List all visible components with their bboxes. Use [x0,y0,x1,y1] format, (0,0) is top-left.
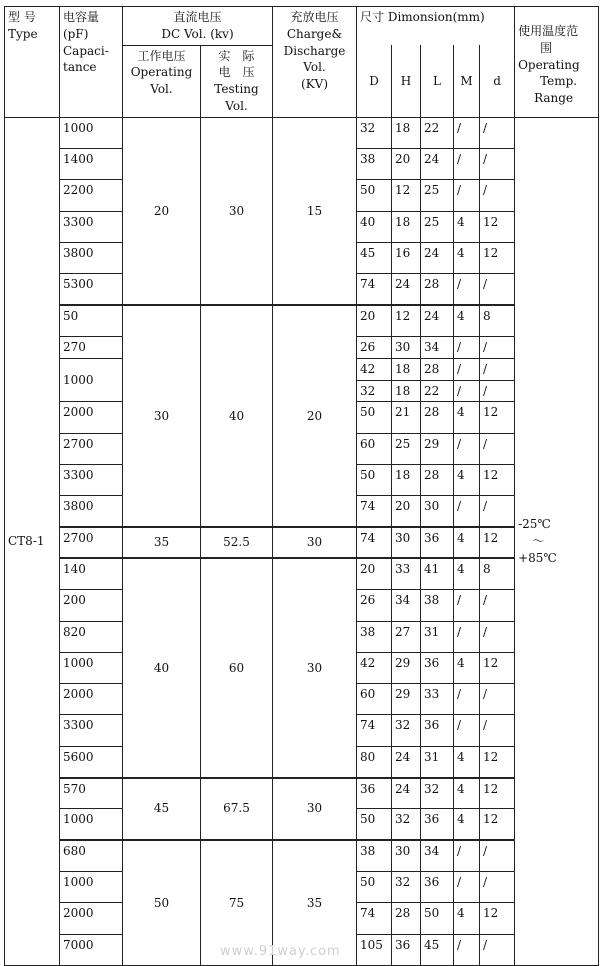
header-dc-en: DC Vol. (kv) [161,26,234,41]
dimension-cell: 50 [421,903,454,934]
dimension-cell: 4 [454,527,480,558]
dimension-cell: / [454,496,480,527]
temp-range-cell [515,117,599,965]
dimension-cell: 32 [392,715,421,746]
header-op-en2: Vol. [150,82,173,97]
capacitance-cell: 2200 [60,180,123,211]
dimension-cell: 29 [392,684,421,715]
dimension-cell: 36 [421,871,454,902]
header-row-1 [5,7,599,46]
dimension-cell: / [480,871,515,902]
dimension-cell: 32 [392,871,421,902]
dimension-cell: 33 [421,684,454,715]
header-test-en2: Vol. [225,98,248,113]
dimension-cell: 24 [392,274,421,305]
header-dim-h: H [392,45,421,117]
dimension-cell: 4 [454,465,480,496]
table-row [5,840,599,871]
dimension-cell: / [454,871,480,902]
dimension-cell: 50 [357,809,392,840]
dimension-cell: / [480,684,515,715]
dimension-cell: 33 [392,558,421,589]
dimension-cell: 24 [421,149,454,180]
dimension-cell: 38 [421,590,454,621]
group-operating-cell: 20 [123,117,201,305]
header-capacitance [60,7,123,118]
dimension-cell: 31 [421,746,454,777]
dimension-cell: 34 [421,840,454,871]
dimension-cell: 38 [357,149,392,180]
dimension-cell: 74 [357,715,392,746]
dimension-cell: 42 [357,358,392,380]
dimension-cell: 105 [357,934,392,965]
table-body [5,7,599,966]
dimension-cell: / [454,934,480,965]
dimension-cell: 21 [392,402,421,433]
table-row [5,778,599,809]
group-charge-cell: 30 [273,558,357,777]
header-temp-en2: Temp. [540,74,578,89]
capacitance-cell: 140 [60,558,123,589]
dimension-cell: 12 [480,903,515,934]
dimension-cell: 22 [421,380,454,402]
dimension-cell: 4 [454,903,480,934]
table-row [5,305,599,336]
dimension-cell: 80 [357,746,392,777]
dimension-cell: 45 [421,934,454,965]
dimension-cell: / [454,590,480,621]
header-charge-cn: 充放电压 [290,10,339,24]
dimension-cell: 4 [454,778,480,809]
dimension-cell: 24 [392,778,421,809]
header-dim-l: L [421,45,454,117]
group-operating-cell: 30 [123,305,201,527]
table-row [5,527,599,558]
dimension-cell: 36 [421,527,454,558]
dimension-cell: / [454,684,480,715]
dimension-cell: 26 [357,336,392,358]
dimension-cell: 41 [421,558,454,589]
group-operating-cell: 50 [123,840,201,965]
dimension-cell: 38 [357,840,392,871]
dimension-cell: 4 [454,652,480,683]
capacitance-cell: 570 [60,778,123,809]
dimension-cell: 36 [421,715,454,746]
dimension-cell: 12 [480,465,515,496]
dimension-cell: / [454,117,480,148]
dimension-cell: 20 [357,558,392,589]
dimension-cell: 50 [357,180,392,211]
header-op-cn: 工作电压 [137,48,186,63]
dimension-cell: 26 [357,590,392,621]
dimension-cell: 12 [480,242,515,273]
dimension-cell: 32 [357,380,392,402]
dimension-cell: 25 [421,211,454,242]
dimension-cell: 29 [421,433,454,464]
capacitance-cell: 3300 [60,715,123,746]
capacitance-cell: 200 [60,590,123,621]
dimension-cell: 18 [392,358,421,380]
dimension-cell: / [480,496,515,527]
dimension-cell: / [480,433,515,464]
dimension-cell: 20 [392,149,421,180]
dimension-cell: 60 [357,684,392,715]
dimension-cell: 50 [357,871,392,902]
dimension-cell: 25 [421,180,454,211]
table-row [5,558,599,589]
dimension-cell: 25 [392,433,421,464]
capacitance-cell: 5600 [60,746,123,777]
header-temp-en1: Operating [518,57,580,72]
dimension-cell: 20 [357,305,392,336]
dimension-cell: 28 [421,358,454,380]
header-charge-en3: Vol. [303,60,326,75]
dimension-cell: 4 [454,242,480,273]
dimension-cell: / [480,117,515,148]
capacitance-cell: 3800 [60,242,123,273]
group-operating-cell: 40 [123,558,201,777]
dimension-cell: / [480,380,515,402]
header-dim-d-small: d [480,45,515,117]
capacitance-cell: 2000 [60,684,123,715]
dimension-cell: 18 [392,117,421,148]
header-test-en1: Testing [214,82,259,97]
table-row [5,117,599,148]
group-charge-cell: 15 [273,117,357,305]
dimension-cell: / [480,358,515,380]
header-cap-unit: (pF) [63,26,89,41]
header-type-cn: 型 号 [8,10,36,24]
capacitance-cell: 50 [60,305,123,336]
group-testing-cell: 60 [201,558,273,777]
dimension-cell: 12 [392,180,421,211]
capacitance-cell: 2700 [60,527,123,558]
dimension-cell: 31 [421,621,454,652]
header-type [5,7,60,118]
dimension-cell: / [480,934,515,965]
dimension-cell: / [454,180,480,211]
dimension-cell: 27 [392,621,421,652]
temp-min: -25℃ [518,517,551,532]
header-test-cn1: 实 际 [218,48,255,63]
dimension-cell: 18 [392,465,421,496]
dimension-cell: 74 [357,274,392,305]
dimension-cell: 40 [357,211,392,242]
dimension-cell: 12 [480,402,515,433]
header-test-cn2: 电 压 [218,65,255,80]
dimension-cell: / [480,149,515,180]
temp-tilde: ～ [532,533,545,548]
dimension-cell: 12 [392,305,421,336]
type-cell: CT8-1 [5,117,60,965]
dimension-cell: 38 [357,621,392,652]
dimension-cell: 32 [421,778,454,809]
capacitance-cell: 5300 [60,274,123,305]
header-temp-en3: Range [534,91,574,106]
capacitance-cell: 7000 [60,934,123,965]
dimension-cell: 32 [357,117,392,148]
dimension-cell: 30 [392,336,421,358]
dimension-cell: 36 [392,934,421,965]
dimension-cell: 24 [421,305,454,336]
dimension-cell: 60 [357,433,392,464]
capacitance-cell: 1000 [60,652,123,683]
dimension-cell: 30 [421,496,454,527]
dimension-cell: / [454,840,480,871]
capacitance-cell: 820 [60,621,123,652]
capacitance-cell: 1000 [60,871,123,902]
dimension-cell: 50 [357,465,392,496]
dimension-cell: 28 [392,903,421,934]
dimension-cell: 29 [392,652,421,683]
dimension-cell: 12 [480,527,515,558]
dimension-cell: 18 [392,211,421,242]
group-charge-cell: 35 [273,840,357,965]
dimension-cell: 34 [421,336,454,358]
dimension-cell: / [480,590,515,621]
dimension-cell: 12 [480,652,515,683]
dimension-cell: 36 [357,778,392,809]
dimension-cell: 28 [421,274,454,305]
group-testing-cell: 67.5 [201,778,273,841]
dimension-cell: 4 [454,305,480,336]
header-temp-cn1: 使用温度范 [518,24,579,38]
dimension-cell: 8 [480,558,515,589]
dimension-cell: 30 [392,840,421,871]
capacitance-cell: 2700 [60,433,123,464]
dimension-cell: 74 [357,496,392,527]
dimension-cell: 74 [357,527,392,558]
header-charge-unit: (KV) [301,77,329,92]
spec-table [4,6,599,966]
dimension-cell: 12 [480,809,515,840]
dimension-cell: 12 [480,778,515,809]
header-dim-m: M [454,45,480,117]
capacitance-cell: 1000 [60,358,123,402]
header-dimension: 尺寸 Dimonsion(mm) [357,7,515,46]
header-cap-en1: Capaci- [63,43,109,58]
capacitance-cell: 1400 [60,149,123,180]
dimension-cell: 36 [421,652,454,683]
dimension-cell: / [454,274,480,305]
header-testing-vol [201,45,273,117]
dimension-cell: 4 [454,746,480,777]
group-testing-cell: 75 [201,840,273,965]
group-charge-cell: 30 [273,527,357,558]
dimension-cell: / [454,433,480,464]
dimension-cell: 34 [392,590,421,621]
header-cap-cn: 电容量 [63,10,100,24]
dimension-cell: 36 [421,809,454,840]
dimension-cell: / [480,274,515,305]
capacitance-cell: 3800 [60,496,123,527]
dimension-cell: 74 [357,903,392,934]
header-charge-en1: Charge& [286,26,343,41]
header-type-en: Type [8,26,38,41]
capacitance-cell: 270 [60,336,123,358]
dimension-cell: 4 [454,402,480,433]
dimension-cell: 4 [454,558,480,589]
dimension-cell: 32 [392,809,421,840]
header-cap-en2: tance [63,60,97,75]
dimension-cell: / [480,180,515,211]
header-operating-vol [123,45,201,117]
group-charge-cell: 30 [273,778,357,841]
dimension-cell: 12 [480,211,515,242]
capacitance-cell: 3300 [60,465,123,496]
dimension-cell: 20 [392,496,421,527]
dimension-cell: 28 [421,402,454,433]
dimension-cell: 24 [392,746,421,777]
group-testing-cell: 30 [201,117,273,305]
capacitance-cell: 680 [60,840,123,871]
header-charge-vol [273,7,357,118]
dimension-cell: / [454,621,480,652]
dimension-cell: 18 [392,380,421,402]
header-temp [515,7,599,118]
group-operating-cell: 45 [123,778,201,841]
header-temp-cn2: 围 [540,40,553,55]
dimension-cell: / [480,621,515,652]
dimension-cell: 22 [421,117,454,148]
dimension-cell: 28 [421,465,454,496]
dimension-cell: 8 [480,305,515,336]
header-dc-cn: 直流电压 [173,10,222,24]
group-testing-cell: 40 [201,305,273,527]
header-op-en1: Operating [130,65,193,80]
dimension-cell: 50 [357,402,392,433]
group-testing-cell: 52.5 [201,527,273,558]
dimension-cell: 4 [454,211,480,242]
temp-max: +85℃ [518,550,557,565]
group-operating-cell: 35 [123,527,201,558]
dimension-cell: 4 [454,809,480,840]
header-dc-vol [123,7,273,46]
dimension-cell: / [480,715,515,746]
dimension-cell: 12 [480,746,515,777]
dimension-cell: 42 [357,652,392,683]
capacitance-cell: 3300 [60,211,123,242]
dimension-cell: / [454,715,480,746]
dimension-cell: 45 [357,242,392,273]
capacitance-cell: 1000 [60,809,123,840]
group-charge-cell: 20 [273,305,357,527]
dimension-cell: / [454,336,480,358]
dimension-cell: / [454,149,480,180]
dimension-cell: / [480,840,515,871]
watermark: www.91way.com [220,944,341,959]
capacitance-cell: 2000 [60,903,123,934]
dimension-cell: / [454,380,480,402]
dimension-cell: / [454,358,480,380]
capacitance-cell: 1000 [60,117,123,148]
capacitance-cell: 2000 [60,402,123,433]
header-dim-d: D [357,45,392,117]
dimension-cell: / [480,336,515,358]
dimension-cell: 16 [392,242,421,273]
header-charge-en2: Discharge [283,43,346,58]
dimension-cell: 24 [421,242,454,273]
dimension-cell: 30 [392,527,421,558]
